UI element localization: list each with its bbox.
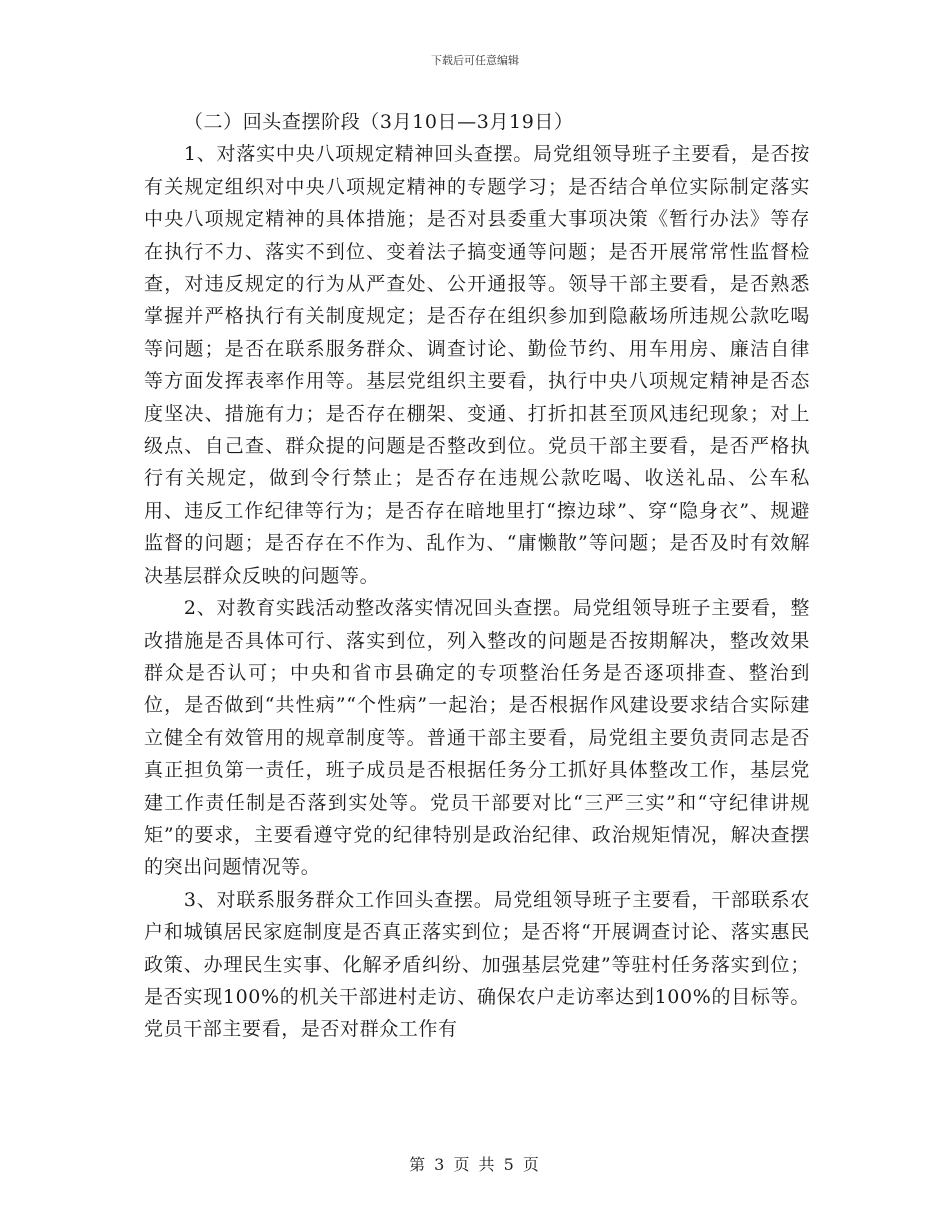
document-body <box>144 106 810 1046</box>
paragraph-1: 1、对落实中央八项规定精神回头查摆。局党组领导班子主要看，是否按有关规定组织对中央八项规定精神的专题学习；是否结合单位实际制定落实中央八项规定精神的具体措施；是否对县委重大事项决策《暂行办法》等存在执行不力、落实不到位、变着法子搞变通等问题；是否开展常常性监督检查，对违反规定的行为从严查处、公开通报等。领导干部主要看，是否熟悉掌握并严格执行有关制度规定；是否存在组织参加到隐蔽场所违规公款吃喝等问题；是否在联系服务群众、调查讨论、勤俭节约、用车用房、廉洁自律等方面发挥表率作用等。基层党组织主要看，执行中央八项规定精神是否态度坚决、措施有力；是否存在棚架、变通、打折扣甚至顶风违纪现象；对上级点、自己查、群众提的问题是否整改到位。党员干部主要看，是否严格执行有关规定，做到令行禁止；是否存在违规公款吃喝、收送礼品、公车私用、违反工作纪律等行为；是否存在暗地里打“擦边球”、穿“隐身衣”、规避监督的问题；是否存在不作为、乱作为、“庸懒散”等问题；是否及时有效解决基层群众反映的问题等。 <box>144 143 810 587</box>
paragraph-3: 3、对联系服务群众工作回头查摆。局党组领导班子主要看，干部联系农户和城镇居民家庭制度是否真正落实到位；是否将“开展调查讨论、落实惠民政策、办理民生实事、化解矛盾纠纷、加强基层党建”等驻村任务落实到位；是否实现100%的机关干部进村走访、确保农户走访率达到100%的目标等。党员干部主要看，是否对群众工作有 <box>144 888 810 1041</box>
page-header: 下载后可任意编辑 <box>431 54 519 67</box>
page-number: 第 3 页 共 5 页 <box>409 1155 541 1174</box>
section-heading: （二）回头查摆阶段（3月10日—3月19日） <box>183 111 574 133</box>
paragraph-2: 2、对教育实践活动整改落实情况回头查摆。局党组领导班子主要看，整改措施是否具体可行、落实到位，列入整改的问题是否按期解决，整改效果群众是否认可；中央和省市县确定的专项整治任务是否逐项排查、整治到位，是否做到“共性病”“个性病”一起治；是否根据作风建设要求结合实际建立健全有效管用的规章制度等。普通干部主要看，局党组主要负责同志是否真正担负第一责任，班子成员是否根据任务分工抓好具体整改工作，基层党建工作责任制是否落到实处等。党员干部要对比“三严三实”和“守纪律讲规矩”的要求，主要看遵守党的纪律特别是政治纪律、政治规矩情况，解决查摆的突出问题情况等。 <box>144 597 810 879</box>
